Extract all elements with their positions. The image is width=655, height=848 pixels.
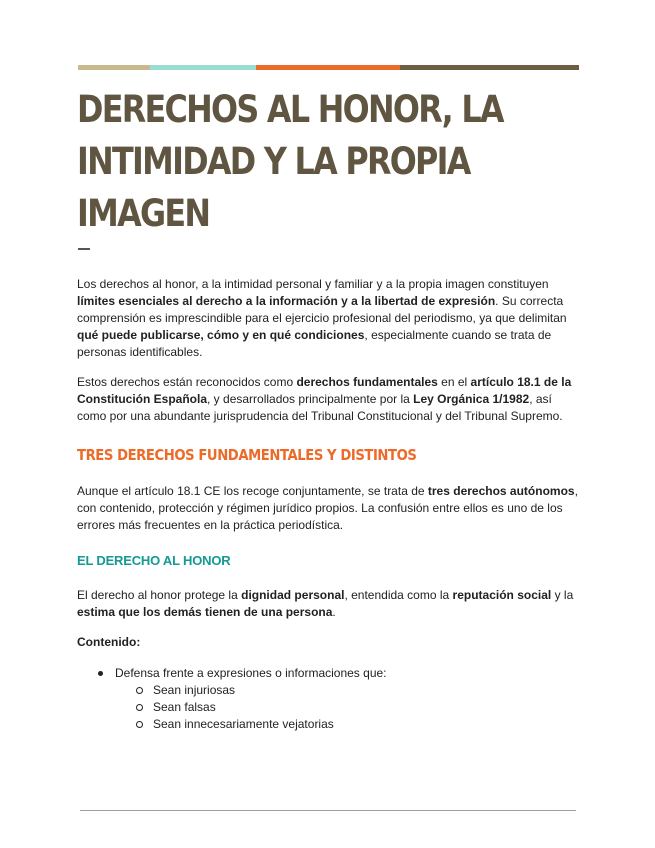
color-bar-segment-tan — [78, 65, 150, 70]
intro-paragraph-2: Estos derechos están reconocidos como derechos fundamentales en el artículo 18.1 de la Constitución Española, y desarrollados principalmente por la Ley Orgánica 1/1982, así como por una abundante jurisprudencia del Tribunal Constitucional y del Tribunal Supremo. — [77, 375, 572, 423]
title-underline-dash — [78, 248, 90, 250]
header-color-bar — [78, 65, 579, 70]
color-bar-segment-aqua — [150, 65, 256, 70]
section-heading-tres-derechos: TRES DERECHOS FUNDAMENTALES Y DISTINTOS — [77, 446, 417, 464]
section-paragraph: Aunque el artículo 18.1 CE los recoge conjuntamente, se trata de tres derechos autónomos, con contenido, protección y régimen jurídico propios. La confusión entre ellos es uno de los errores más frecuentes en la práctica periodística. — [77, 484, 578, 532]
list-item: Sean injuriosas — [153, 682, 579, 699]
list-item: Sean falsas — [153, 699, 579, 716]
sub-bullet-list — [115, 682, 579, 733]
bullet-list — [77, 665, 579, 733]
color-bar-segment-brown — [400, 65, 579, 70]
document-body — [77, 276, 579, 733]
contenido-label: Contenido: — [77, 635, 141, 649]
intro-paragraph-1: Los derechos al honor, a la intimidad personal y familiar y a la propia imagen constituyen límites esenciales al derecho a la información y a la libertad de expresión. Su correcta comprensión es imprescindible para el ejercicio profesional del periodismo, ya que delimitan qué puede publicarse, cómo y en qué condiciones, especialmente cuando se trata de personas identificables. — [77, 277, 567, 359]
subheading-derecho-al-honor: EL DERECHO AL HONOR — [77, 553, 231, 568]
list-item: Sean innecesariamente vejatorias — [153, 716, 579, 733]
color-bar-segment-orange — [256, 65, 400, 70]
document-title: DERECHOS AL HONOR, LA INTIMIDAD Y LA PROPIA IMAGEN — [77, 88, 503, 235]
footer-divider — [80, 810, 576, 811]
honor-paragraph: El derecho al honor protege la dignidad personal, entendida como la reputación social y la estima que los demás tienen de una persona. — [77, 588, 574, 619]
list-item: Defensa frente a expresiones o informaciones que: Sean injuriosas Sean falsas Sean innecesariamente vejatorias — [115, 665, 579, 733]
